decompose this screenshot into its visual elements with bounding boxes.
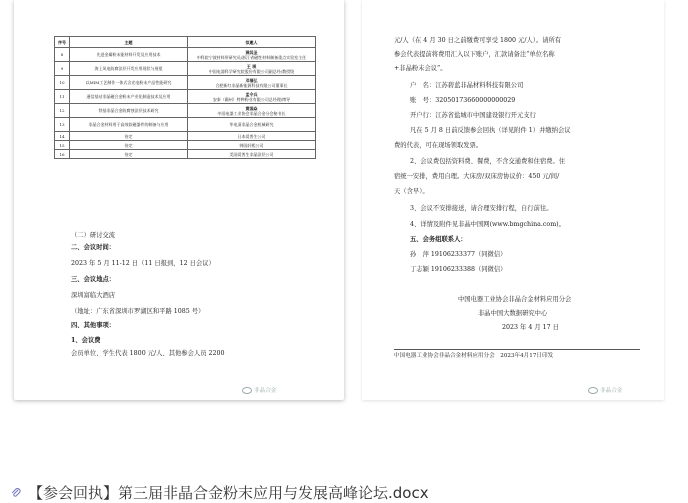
body-text-line: 深圳富临大酒店 [71,292,116,299]
footer-divider [394,349,640,350]
speaker-organization: 美国爱普生非晶涂层公司 [229,151,274,157]
table-row [55,76,316,90]
document-footer: 中国电器工业协会非晶合金材料应用分会 2023年4月17日印发 [394,353,554,359]
speaker-organization: 韩国轩熙公司 [239,142,264,148]
body-text-line: 费的代表，可在现场领取发票。 [394,142,483,149]
body-text-line: 孙 萍 19106233377（同微信） [410,251,507,258]
speaker-organization: 中科院宁波材料所研究员/浙江省磁性材料制备重点实验室主任 [196,54,307,60]
watermark-logo-icon [588,387,598,394]
document-page-right [362,0,664,400]
table-row [55,141,316,150]
row-number: 15 [55,141,70,150]
body-text-line: 开户行：江苏省盐城市中国建设银行开元支行 [410,112,536,119]
row-speaker-cell [188,132,316,141]
row-speaker-cell [188,90,316,104]
table-header: 序号 [55,37,70,48]
row-number: 9 [55,62,70,76]
row-number: 8 [55,48,70,62]
body-text-line: （二）研讨交流 [71,232,116,239]
paperclip-icon [10,487,22,499]
body-text-line: 凡在 5 月 8 日前反馈参会回执（详见附件 1）并缴纳会议 [410,127,571,134]
table-row [55,48,316,62]
body-text-line: 2、会议费包括资料费、餐费，不含交通费和住宿费。住 [410,158,566,165]
body-text-line: （地址：广东省深圳市罗湖区和平路 1085 号） [71,308,205,315]
speaker-organization: 华电清非晶合金机械研究 [229,122,274,127]
row-topic: 先进金属粉末能材料开发及应用技术 [70,48,188,62]
attachment-filename: 【参会回执】第三届非晶合金粉末应用与发展高峰论坛.docx [28,484,429,502]
row-speaker-cell [188,141,316,150]
table-row [55,90,316,104]
watermark: 非晶合金 [242,386,276,394]
signature-line: 2023 年 4 月 17 日 [502,324,559,331]
row-number: 16 [55,150,70,159]
body-text-line: 3、会议不安排接送，请合理安排行程，自行前往。 [410,205,553,212]
row-topic: 通信基站非晶磁合金粉末产业化制造技术及应用 [70,90,188,104]
row-topic: 海上风电防腐涂层开发应用现状与展望 [70,62,188,76]
body-text-line: +非晶粉末会议”。 [394,65,447,72]
table-header: 拟邀人 [188,37,316,48]
document-page-left [14,0,344,400]
row-number: 13 [55,118,70,132]
row-topic: 铁基非晶合金防腐蚀涂层技术研究 [70,104,188,118]
row-speaker-cell [188,48,316,62]
body-text-line: 宿统一安排，费用自理。大床房/双床房协议价：450 元/间/ [394,173,560,180]
speaker-name: 王 瑛 [246,63,257,69]
table-row [55,150,316,159]
body-text-line: 会员单位、学生代表 1800 元/人、其他参会人员 2200 [71,350,225,357]
speaker-name: 黄国焱 [245,105,258,111]
table-row [55,132,316,141]
table-header-row [55,37,316,48]
signature-line: 非晶中国大数据研究中心 [478,310,548,317]
row-speaker-cell [188,118,316,132]
speaker-organization: 合肥新红非晶新能源科技有限公司董事长 [215,82,288,88]
section-heading: 五、会务组联系人： [410,236,467,243]
body-text-line: 丁志颖 19106233388（同微信） [410,266,507,273]
row-number: 14 [55,132,70,141]
speaker-organization: 中国电器科学研究院股份有限公司副总经/教授级 [208,68,295,74]
body-text-line: 4、详情及附件见非晶中国网(www.bmgchina.com)。 [410,221,565,228]
body-text-line: 参会代表提前将费用汇入以下账户，汇款请备注“单位名称 [394,51,555,58]
row-speaker-cell [188,104,316,118]
body-text-line: 账 号：32050173660000000029 [410,97,516,104]
speaker-organization: 日本爱普生公司 [237,133,266,139]
table-row [55,104,316,118]
section-heading: 二、会议时间： [71,244,116,251]
row-topic: 待定 [70,141,188,150]
speaker-table [54,36,316,159]
speaker-name: 孟令兵 [245,91,258,97]
speaker-name: 满其圣 [245,49,258,55]
table-header: 主题 [70,37,188,48]
watermark: 非晶合金 [588,386,622,394]
body-text-line: 天（含早）。 [394,188,429,195]
row-topic: 非晶合金材料用于高效软磁器件的制备与应用 [70,118,188,132]
section-heading: 三、会议地点： [71,276,116,283]
row-speaker-cell [188,150,316,159]
body-text-line: 元/人（在 4 月 30 日之前缴费可享受 1800 元/人）。请所有 [394,37,562,44]
row-number: 12 [55,104,70,118]
speaker-organization: 安泰（霸州）特种粉业有限公司总经理/博导 [212,96,291,102]
table-row [55,118,316,132]
signature-line: 中国电器工业协会非晶合金材料应用分会 [458,296,572,303]
row-number: 11 [55,90,70,104]
row-number: 10 [55,76,70,90]
row-topic: 待定 [70,132,188,141]
body-text-line: 2023 年 5 月 11-12 日（11 日报到，12 日会议） [71,260,215,267]
speaker-organization: 中国电器工业协会非晶合金分会秘书长 [217,110,286,116]
row-topic: 以MIM工艺制作一体式含光电粉末产品性能研究 [70,76,188,90]
row-speaker-cell [188,76,316,90]
row-topic: 待定 [70,150,188,159]
table-row [55,62,316,76]
watermark-logo-icon [242,387,252,394]
body-text-line: 户 名：江苏碧蓝非晶材料科技有限公司 [410,82,524,89]
row-speaker-cell [188,62,316,76]
section-heading: 四、其他事项： [71,322,116,329]
speaker-name: 邓福弘 [245,77,258,83]
attachment-link[interactable] [10,482,429,503]
section-heading: 1、会议费 [71,337,101,344]
